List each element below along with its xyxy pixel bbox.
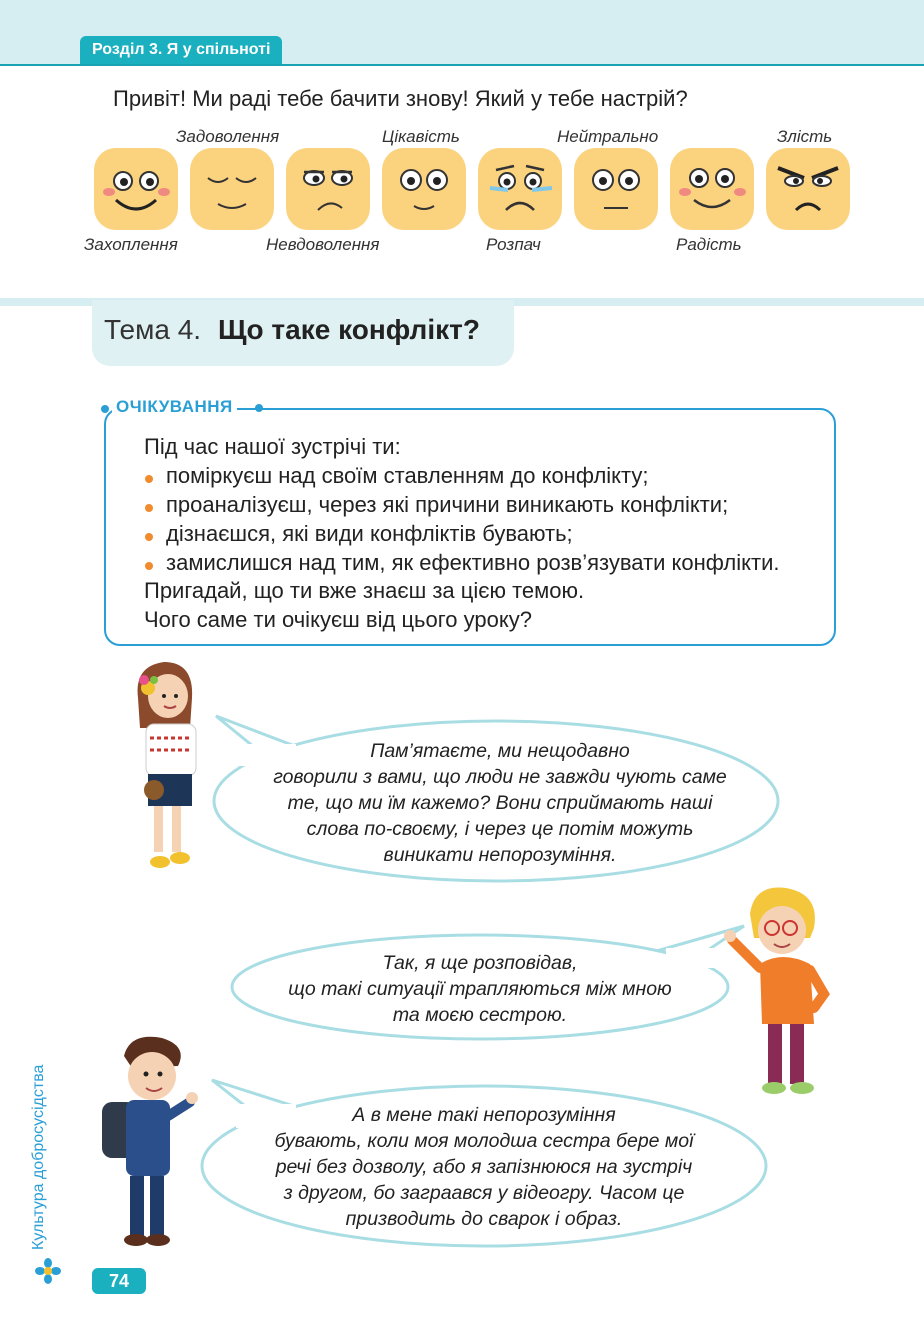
bubble-line: призводить до сварок і образ. (345, 1208, 623, 1230)
page-number: 74 (92, 1268, 146, 1294)
expectations-intro: Під час нашої зустрічі ти: (144, 434, 401, 459)
bubble-line: А в мене такі непорозуміння (352, 1104, 616, 1126)
mood-label-curiosity: Цікавість (382, 127, 460, 146)
bubble-line: бувають, коли моя молодша сестра бере мої (274, 1130, 694, 1152)
speech-bubble-boy-glasses (240, 950, 720, 1028)
mood-label-despair: Розпач (486, 235, 541, 254)
girl-character-illustration (124, 658, 220, 874)
expectation-item: проаналізуєш, через які причини виникають конфлікти; (166, 492, 729, 517)
bubble-line: речі без дозволу, або я запізнююся на зустріч (275, 1156, 693, 1178)
expectation-item: замислишся над тим, як ефективно розв’язувати конфлікти. (166, 550, 780, 575)
bubble-line: Пам’ятаєте, ми нещодавно (370, 740, 630, 762)
expectations-outro-2: Чого саме ти очікуєш від цього уроку? (144, 607, 532, 632)
expectation-item: поміркуєш над своїм ставленням до конфлікту; (166, 463, 649, 488)
greeting-text: Привіт! Ми раді тебе бачити знову! Який у тебе настрій? (113, 86, 688, 111)
boy-with-glasses-illustration (724, 884, 834, 1098)
speech-bubble-girl (230, 738, 770, 868)
mood-label-dissatisfaction: Невдоволення (266, 235, 380, 254)
expectations-outro-1: Пригадай, що ти вже знаєш за цією темою. (144, 578, 585, 603)
section-tab: Розділ 3. Я у спільноті (80, 36, 282, 64)
topic-title: Що таке конфлікт? (218, 314, 480, 345)
flower-logo-icon (35, 1258, 61, 1284)
bubble-line: виникати непорозуміння. (383, 844, 617, 866)
boy-with-backpack-illustration (96, 1032, 200, 1250)
bubble-line: те, що ми їм кажемо? Вони сприймають наші (287, 792, 713, 814)
expectations-heading: ОЧІКУВАННЯ (112, 397, 237, 417)
bubble-line: що такі ситуації трапляються між мною (288, 978, 672, 1000)
speech-bubble-boy-backpack (214, 1102, 754, 1232)
bubble-line: та моєю сестрою. (392, 1004, 568, 1026)
mood-label-satisfaction: Задоволення (176, 127, 280, 146)
mood-label-delight: Захоплення (84, 235, 178, 254)
bubble-line: слова по-своєму, і через це потім можуть (306, 818, 694, 840)
topic-number: Тема 4. (104, 314, 202, 345)
expectation-item: дізнаєшся, які види конфліктів бувають; (166, 521, 573, 546)
mood-label-joy: Радість (676, 235, 742, 254)
bubble-line: з другом, бо заграався у відеогру. Часом це (283, 1182, 685, 1204)
mood-label-neutral: Нейтрально (557, 127, 659, 146)
mood-label-anger: Злість (777, 127, 833, 146)
bubble-line: говорили з вами, що люди не завжди чують саме (273, 766, 727, 788)
side-series-text: Культура добросусідства (30, 1064, 47, 1250)
bubble-line: Так, я ще розповідав, (382, 952, 578, 974)
